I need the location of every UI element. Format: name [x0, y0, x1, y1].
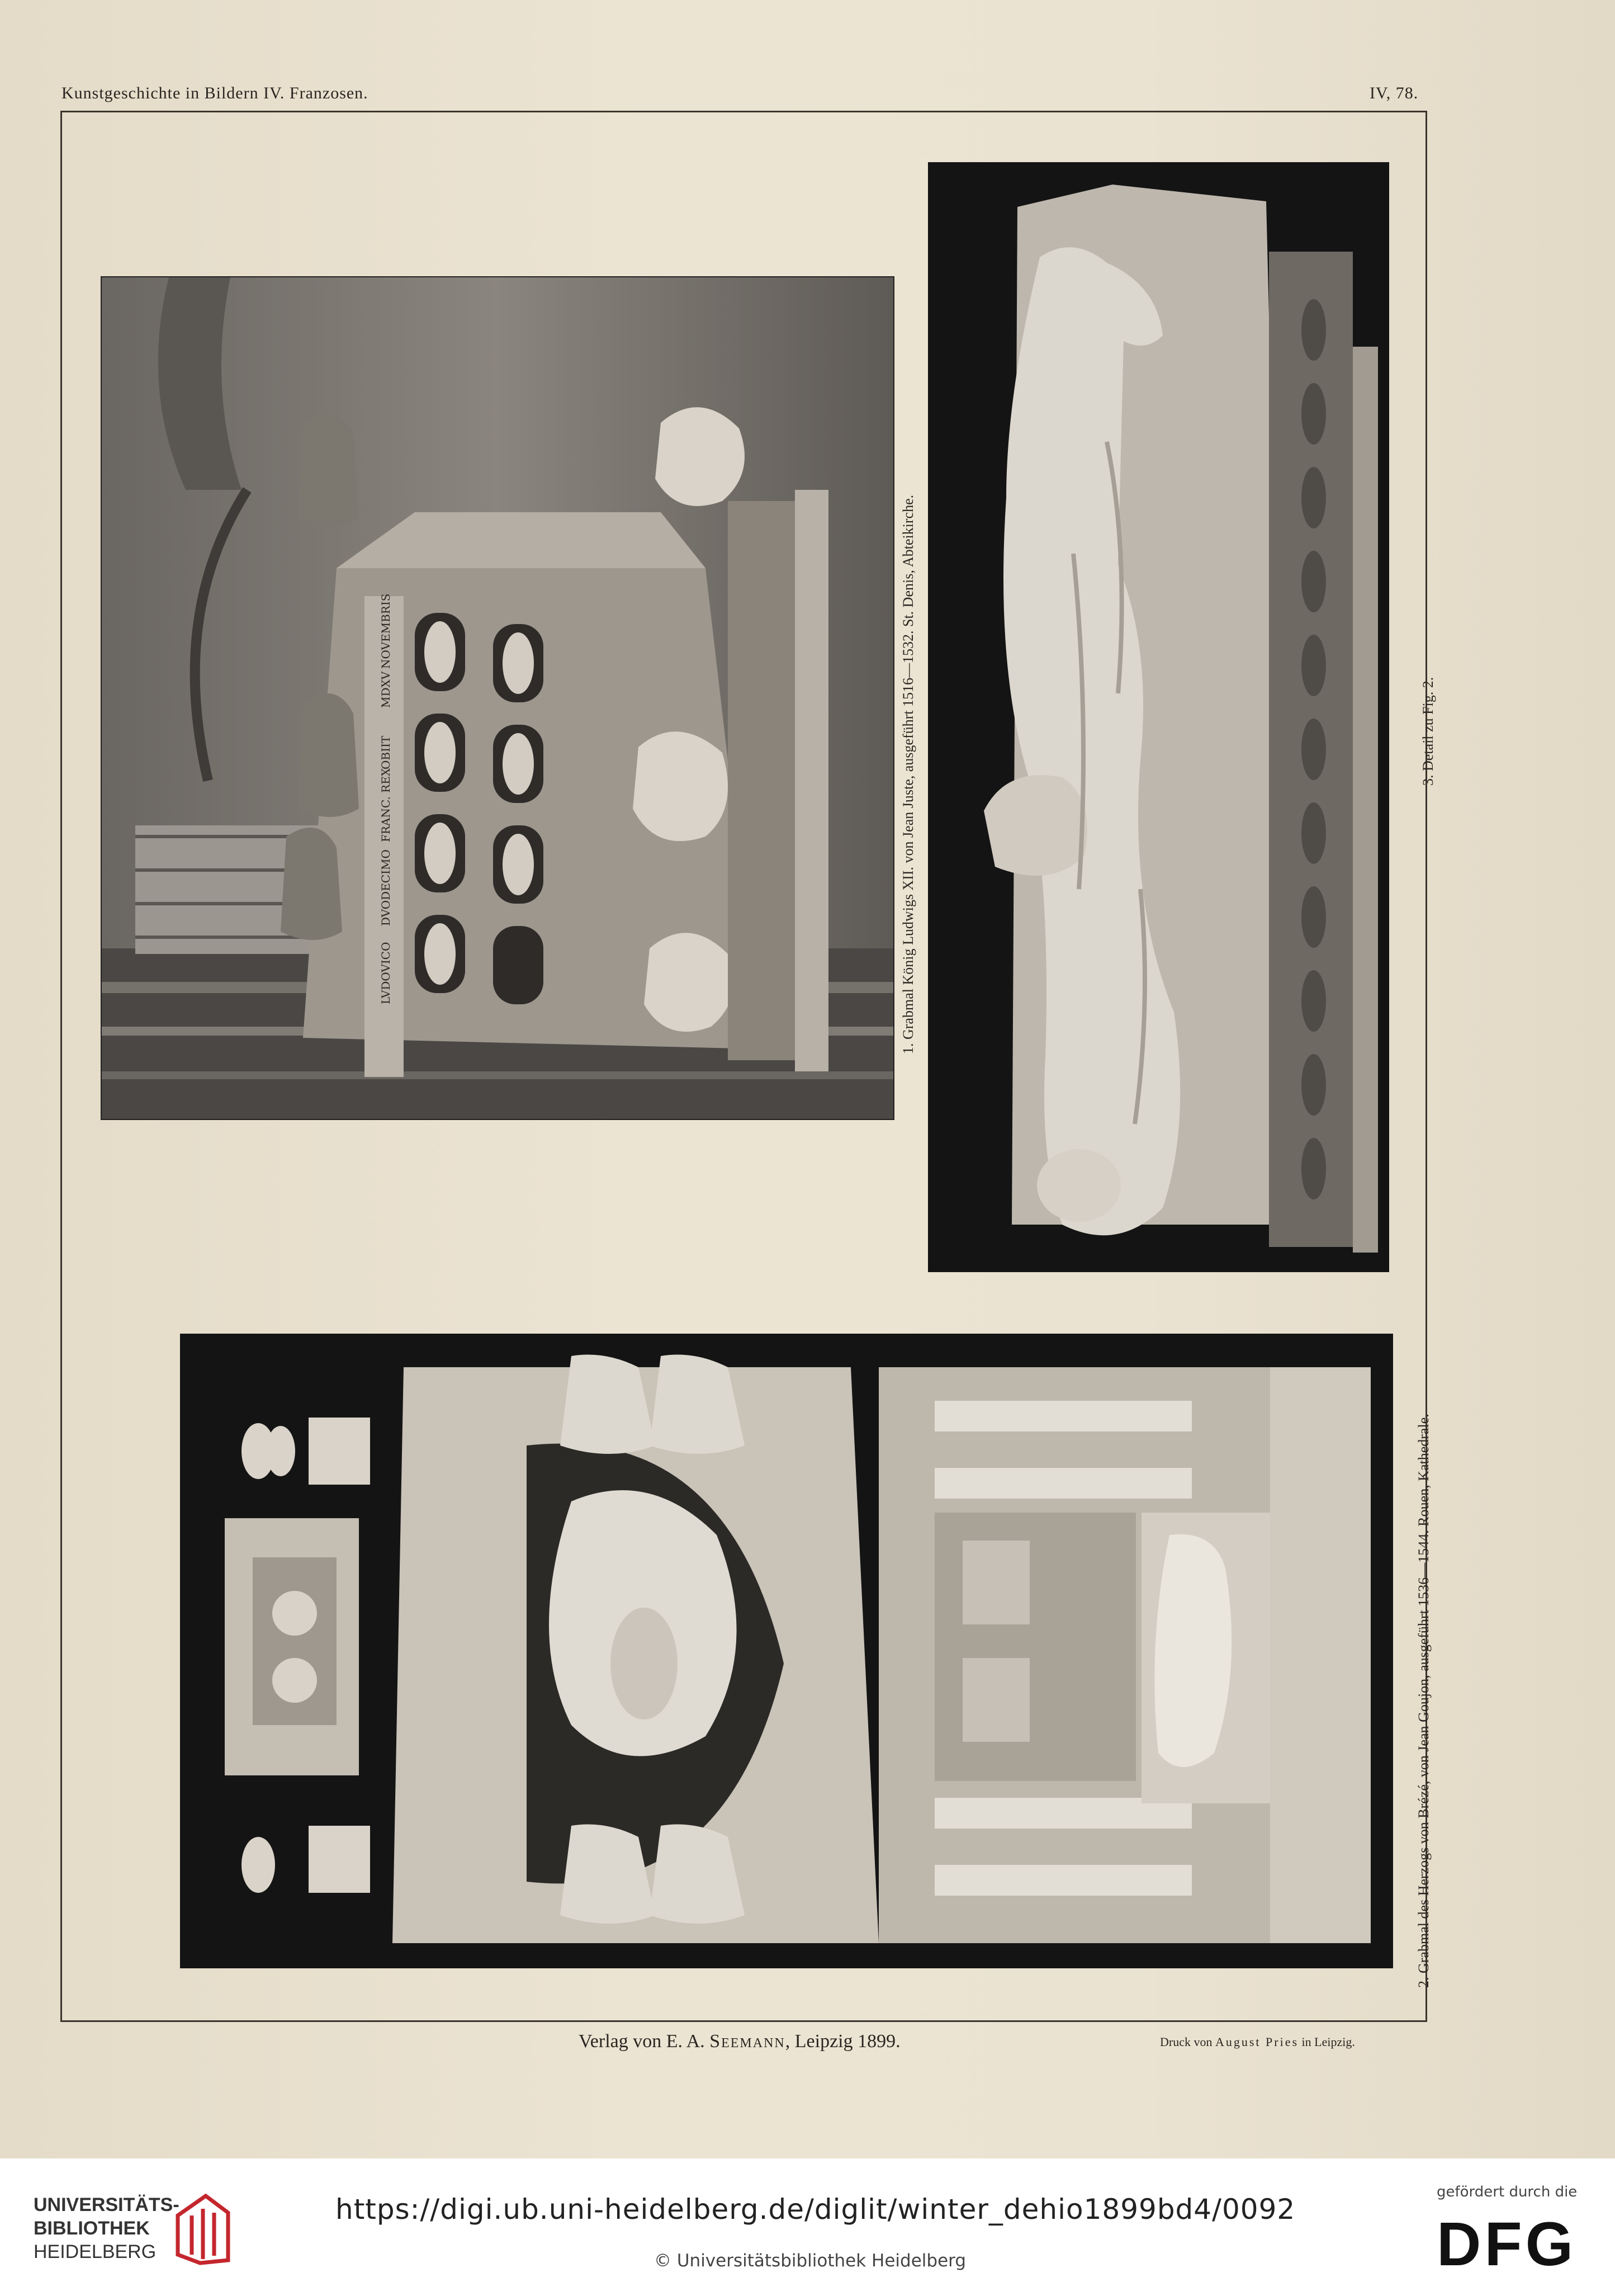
publisher-suffix: , Leipzig 1899.: [785, 2031, 901, 2052]
inscription-2: DVODECIMO: [379, 849, 392, 926]
inscription-5: MDXV: [379, 671, 392, 708]
inscription-1: LVDOVICO: [379, 942, 392, 1004]
inscription-6: NOVEMBRIS: [379, 593, 392, 669]
figure-1-illustration: [102, 277, 893, 1119]
printer-prefix: Druck von: [1160, 2035, 1215, 2049]
logo-line-3: HEIDELBERG: [34, 2241, 157, 2262]
logo-line-1: UNIVERSITÄTS-: [34, 2194, 179, 2215]
plate-number: IV, 78.: [1370, 84, 1419, 102]
running-title: Kunstgeschichte in Bildern IV. Franzosen.: [61, 84, 368, 102]
ub-logo-mark-icon: [167, 2193, 234, 2266]
publisher-prefix: Verlag von E. A.: [579, 2031, 710, 2052]
printer-line: [1160, 2035, 1355, 2049]
inscription-4: OBIIT: [379, 735, 392, 769]
ub-heidelberg-logo[interactable]: [34, 2193, 246, 2266]
dfg-mark: DFG: [1437, 2210, 1577, 2279]
printer-suffix: in Leipzig.: [1299, 2035, 1355, 2049]
library-footer-band: [0, 2158, 1615, 2296]
caption-figure-2: 2. Grabmal des Herzogs von Brézé, von Jean Goujon, ausgeführt 1536—1544. Rouen, Kathedrale.: [1415, 1414, 1432, 1988]
figure-1-tomb-louis-xii-photo: [101, 276, 894, 1120]
funding-label: gefördert durch die: [1437, 2184, 1578, 2200]
figure-2-tomb-breze-photo: [180, 1334, 1393, 1968]
figure-2-illustration: [180, 1334, 1393, 1968]
publisher-name: Seemann: [709, 2031, 785, 2052]
dfg-funding-logo[interactable]: [1437, 2184, 1593, 2279]
figure-3-illustration: [928, 162, 1389, 1272]
caption-figure-1: 1. Grabmal König Ludwigs XII. von Jean Juste, ausgeführt 1516—1532. St. Denis, Abteikirche.: [900, 494, 916, 1054]
copyright-notice: © Universitätsbibliothek Heidelberg: [654, 2251, 967, 2271]
permalink-url[interactable]: https://digi.ub.uni-heidelberg.de/diglit/winter_dehio1899bd4/0092: [335, 2193, 1296, 2226]
figure-3-gisant-detail-photo: [928, 162, 1389, 1272]
publisher-line: [579, 2031, 901, 2052]
inscription-3: FRANC. REX: [379, 768, 392, 842]
printer-name: August Pries: [1215, 2035, 1299, 2049]
caption-figure-3: 3. Detail zu Fig. 2.: [1420, 677, 1436, 786]
logo-line-2: BIBLIOTHEK: [34, 2218, 150, 2239]
